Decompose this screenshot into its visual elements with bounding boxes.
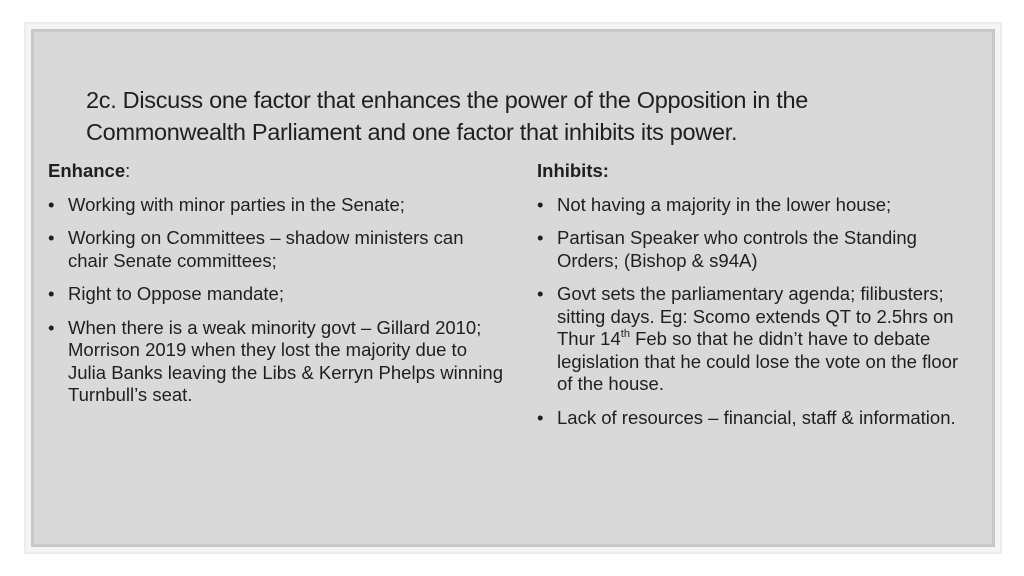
enhance-heading bbox=[48, 160, 508, 183]
bullet-icon: • bbox=[48, 227, 55, 248]
slide-content bbox=[31, 29, 995, 547]
bullet-icon: • bbox=[537, 227, 544, 248]
enhance-list bbox=[48, 194, 508, 407]
bullet-icon: • bbox=[537, 193, 544, 215]
enhance-heading-colon: : bbox=[125, 160, 131, 181]
bullet-icon: • bbox=[48, 316, 55, 338]
enhance-item-text: Working on Committees – shadow ministers can chair Senate committees; bbox=[68, 227, 464, 271]
inhibits-item-text: Not having a majority in the lower house; bbox=[557, 193, 892, 215]
inhibits-column bbox=[537, 160, 967, 440]
bullet-icon: • bbox=[537, 406, 544, 428]
inhibits-item bbox=[537, 227, 967, 272]
inhibits-heading-label: Inhibits: bbox=[537, 160, 609, 181]
inhibits-item-text-before: Govt sets the parliamentary agenda; filibusters; sitting days. Eg: Scomo extends QT to 2.5hrs on Thur 14 bbox=[557, 283, 954, 349]
inhibits-item-text bbox=[557, 283, 958, 394]
inhibits-item bbox=[537, 194, 967, 217]
inhibits-list bbox=[537, 194, 967, 430]
enhance-item bbox=[48, 227, 508, 272]
inhibits-item bbox=[537, 407, 967, 430]
enhance-heading-label: Enhance bbox=[48, 160, 126, 181]
enhance-item bbox=[48, 317, 508, 407]
bullet-icon: • bbox=[48, 193, 55, 215]
enhance-item-text: When there is a weak minority govt – Gillard 2010; Morrison 2019 when they lost the majority due to Julia Banks leaving the Libs & Kerryn Phelps winning Turnbull’s seat. bbox=[68, 316, 503, 405]
enhance-item-text: Right to Oppose mandate; bbox=[68, 283, 284, 304]
bullet-icon: • bbox=[537, 283, 544, 304]
enhance-item bbox=[48, 194, 508, 217]
slide-frame bbox=[24, 22, 1002, 554]
inhibits-item-text: Partisan Speaker who controls the Standing Orders; (Bishop & s94A) bbox=[557, 227, 917, 271]
enhance-column bbox=[48, 160, 508, 418]
enhance-item bbox=[48, 283, 508, 306]
slide-title: 2c. Discuss one factor that enhances the power of the Opposition in the Commonwealth Parliament and one factor that inhibits its power. bbox=[86, 87, 809, 145]
enhance-item-text: Working with minor parties in the Senate; bbox=[68, 193, 405, 215]
inhibits-item-text-after: Feb so that he didn’t have to debate legislation that he could lose the vote on the floor of the house. bbox=[557, 328, 959, 394]
inhibits-heading bbox=[537, 160, 967, 183]
ordinal-superscript: th bbox=[620, 327, 630, 340]
inhibits-item bbox=[537, 283, 967, 396]
bullet-icon: • bbox=[48, 283, 55, 304]
inhibits-item-text: Lack of resources – financial, staff & information. bbox=[557, 406, 956, 428]
